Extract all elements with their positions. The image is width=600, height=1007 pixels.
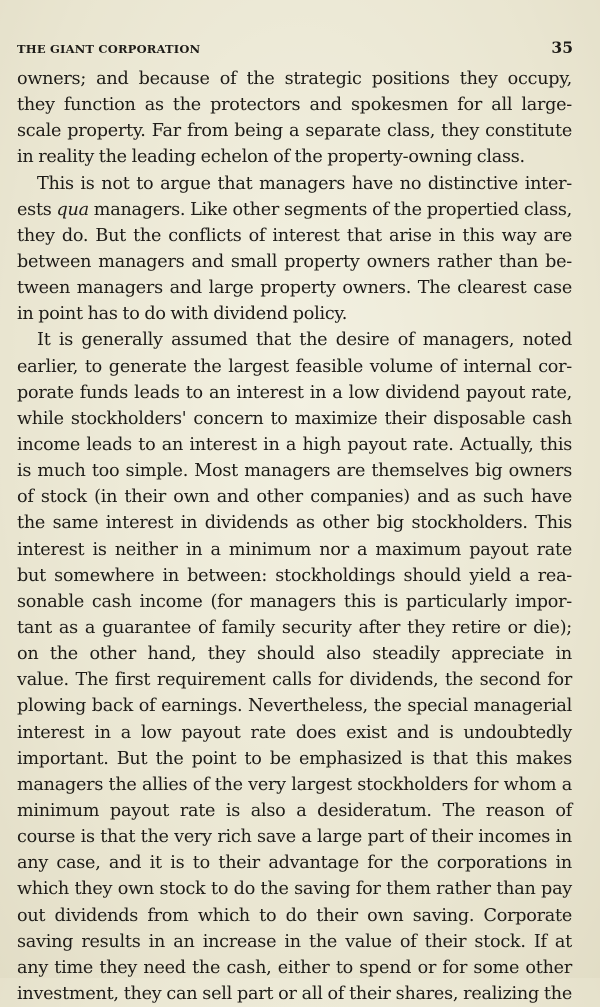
text-line: investment, they can sell part or all of their shares, realizing the (17, 983, 572, 1004)
text-line: saving results in an increase in the value of their stock. If at (17, 931, 572, 952)
text-line: the same interest in dividends as other big stockholders. This (17, 513, 572, 534)
body-text (17, 66, 572, 1007)
text-line: earlier, to generate the largest feasible volume of internal cor- (17, 356, 572, 377)
text-line: on the other hand, they should also steadily appreciate in (17, 644, 572, 665)
text-line: owners; and because of the strategic positions they occupy, (17, 69, 572, 89)
text-line: tween managers and large property owners. The clearest case (17, 278, 572, 299)
text-line: interest is neither in a minimum nor a maximum payout rate (17, 539, 572, 560)
text-line: in point has to do with dividend policy. (17, 304, 348, 325)
running-title: THE GIANT CORPORATION (17, 42, 201, 56)
text-line: minimum payout rate is also a desideratum. The reason of (17, 800, 572, 821)
text-line: ests qua managers. Like other segments of the propertied class, (17, 199, 572, 220)
paragraph (17, 327, 572, 1007)
text-line: any case, and it is to their advantage for the corporations in (17, 853, 572, 874)
paragraph (17, 66, 572, 171)
text-line: which they own stock to do the saving for them rather than pay (17, 879, 572, 900)
text-line: This is not to argue that managers have no distinctive inter- (37, 173, 572, 194)
text-line: is much too simple. Most managers are themselves big owners (17, 461, 572, 482)
text-line: sonable cash income (for managers this is particularly impor- (17, 591, 572, 612)
text-line: course is that the very rich save a large part of their incomes in (17, 827, 572, 848)
text-line: value. The first requirement calls for dividends, the second for (17, 670, 572, 691)
text-line: scale property. Far from being a separate class, they constitute (17, 121, 572, 142)
running-head (17, 36, 572, 64)
text-line: income leads to an interest in a high payout rate. Actually, this (17, 434, 572, 455)
page-number: 35 (551, 38, 573, 57)
text-line: interest in a low payout rate does exist and is undoubtedly (17, 722, 572, 743)
text-line: out dividends from which to do their own saving. Corporate (17, 905, 572, 926)
text-line: in reality the leading echelon of the property-owning class. (17, 147, 525, 168)
text-line: but somewhere in between: stockholdings should yield a rea- (17, 565, 572, 586)
text-line: they do. But the conflicts of interest that arise in this way are (17, 225, 572, 246)
text-line: any time they need the cash, either to spend or for some other (17, 957, 572, 978)
text-line: of stock (in their own and other companies) and as such have (17, 487, 572, 508)
text-line: while stockholders' concern to maximize their disposable cash (17, 408, 572, 429)
paragraph (17, 171, 572, 328)
text-line: It is generally assumed that the desire of managers, noted (37, 330, 572, 351)
text-line: between managers and small property owners rather than be- (17, 251, 572, 272)
text-line: plowing back of earnings. Nevertheless, the special managerial (17, 696, 572, 717)
text-line: important. But the point to be emphasized is that this makes (17, 748, 572, 769)
text-line: managers the allies of the very largest stockholders for whom a (17, 774, 572, 795)
text-line: tant as a guarantee of family security after they retire or die); (17, 617, 572, 638)
text-line: porate funds leads to an interest in a low dividend payout rate, (17, 382, 572, 403)
italic-term: qua (56, 199, 89, 220)
text-line: they function as the protectors and spokesmen for all large- (17, 95, 572, 116)
